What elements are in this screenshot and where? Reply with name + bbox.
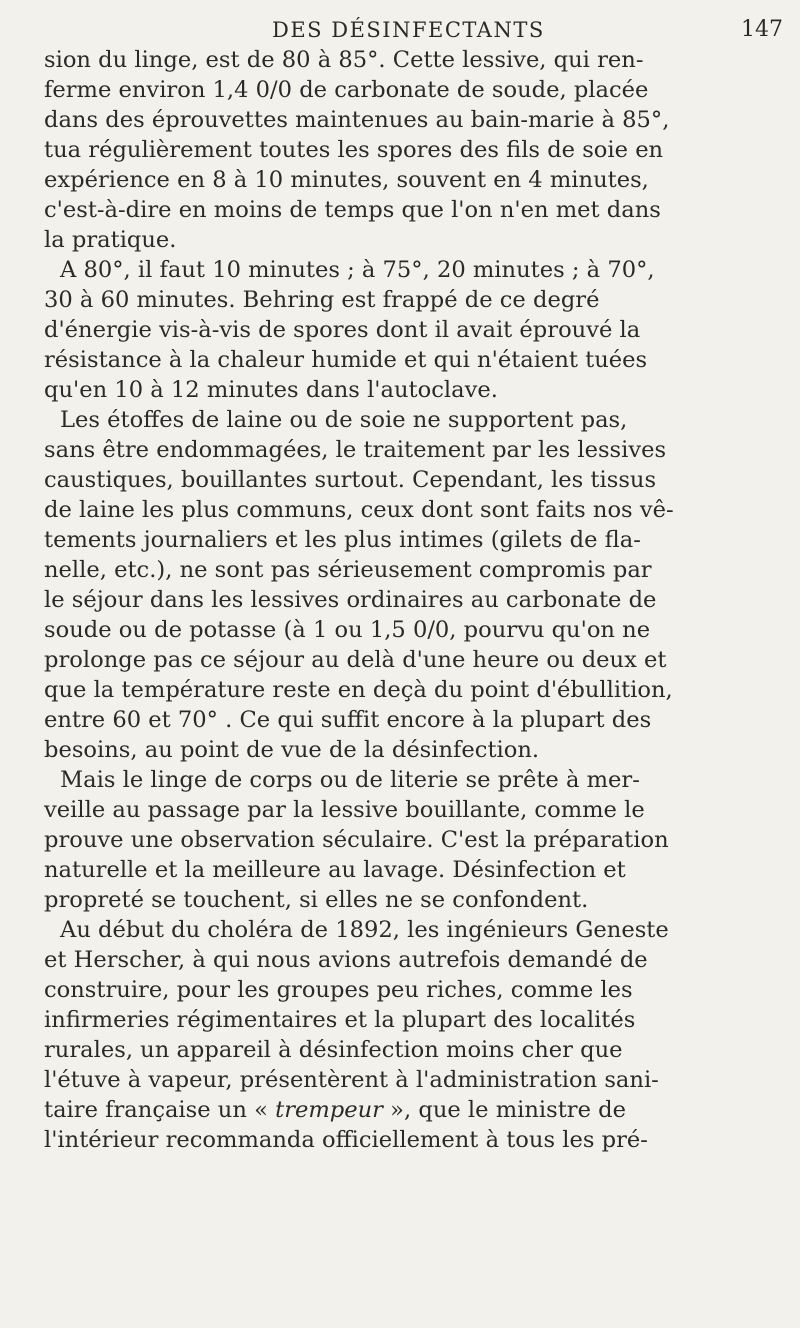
text-line: A 80°, il faut 10 minutes ; à 75°, 20 minutes ; à 70°, (60, 257, 655, 283)
text-line: c'est-à-dire en moins de temps que l'on n'en met dans (44, 197, 661, 223)
text-line: prouve une observation séculaire. C'est la préparation (44, 827, 669, 853)
text-line: infirmeries régimentaires et la plupart des localités (44, 1007, 636, 1033)
page-number: 147 (741, 17, 783, 42)
running-title: DES DÉSINFECTANTS (272, 18, 545, 42)
text-run: taire française un « (44, 1097, 276, 1123)
italic-term: trempeur (275, 1097, 383, 1123)
text-line: soude ou de potasse (à 1 ou 1,5 0/0, pourvu qu'on ne (44, 617, 651, 643)
text-line: entre 60 et 70° . Ce qui suffit encore à la plupart des (44, 707, 652, 733)
text-line: 30 à 60 minutes. Behring est frappé de ce degré (44, 287, 600, 313)
text-line: et Herscher, à qui nous avions autrefois demandé de (44, 947, 648, 973)
text-line: qu'en 10 à 12 minutes dans l'autoclave. (44, 377, 498, 403)
text-line: veille au passage par la lessive bouillante, comme le (44, 797, 645, 823)
text-line: ferme environ 1,4 0/0 de carbonate de soude, placée (44, 77, 649, 103)
text-line: Mais le linge de corps ou de literie se prête à mer- (60, 767, 640, 793)
text-line: besoins, au point de vue de la désinfection. (44, 737, 540, 763)
text-line: l'étuve à vapeur, présentèrent à l'administration sani- (44, 1067, 659, 1093)
text-line: prolonge pas ce séjour au delà d'une heure ou deux et (44, 647, 667, 673)
text-line: nelle, etc.), ne sont pas sérieusement compromis par (44, 557, 652, 583)
text-line: Les étoffes de laine ou de soie ne supportent pas, (60, 407, 628, 433)
text-line: d'énergie vis-à-vis de spores dont il avait éprouvé la (44, 317, 641, 343)
text-line: que la température reste en deçà du point d'ébullition, (44, 677, 673, 703)
text-line: tua régulièrement toutes les spores des fils de soie en (44, 137, 664, 163)
text-line: de laine les plus communs, ceux dont sont faits nos vê- (44, 497, 674, 523)
text-line: expérience en 8 à 10 minutes, souvent en 4 minutes, (44, 167, 649, 193)
text-line: sans être endommagées, le traitement par les lessives (44, 437, 667, 463)
text-line: naturelle et la meilleure au lavage. Désinfection et (44, 857, 626, 883)
text-run: », que le ministre de (382, 1097, 626, 1123)
text-line: construire, pour les groupes peu riches, comme les (44, 977, 633, 1003)
text-line: le séjour dans les lessives ordinaires au carbonate de (44, 587, 657, 613)
text-line: dans des éprouvettes maintenues au bain-marie à 85°, (44, 107, 670, 133)
text-line: l'intérieur recommanda officiellement à tous les pré- (44, 1127, 648, 1153)
text-line: Au début du choléra de 1892, les ingénieurs Geneste (60, 917, 669, 943)
text-line: propreté se touchent, si elles ne se confondent. (44, 887, 589, 913)
text-line: la pratique. (44, 227, 177, 253)
text-line: sion du linge, est de 80 à 85°. Cette lessive, qui ren- (44, 47, 644, 73)
text-line: tements journaliers et les plus intimes (gilets de fla- (44, 527, 641, 553)
text-line: caustiques, bouillantes surtout. Cependant, les tissus (44, 467, 657, 493)
text-line (44, 1095, 626, 1125)
text-line: résistance à la chaleur humide et qui n'étaient tuées (44, 347, 648, 373)
text-line: rurales, un appareil à désinfection moins cher que (44, 1037, 623, 1063)
